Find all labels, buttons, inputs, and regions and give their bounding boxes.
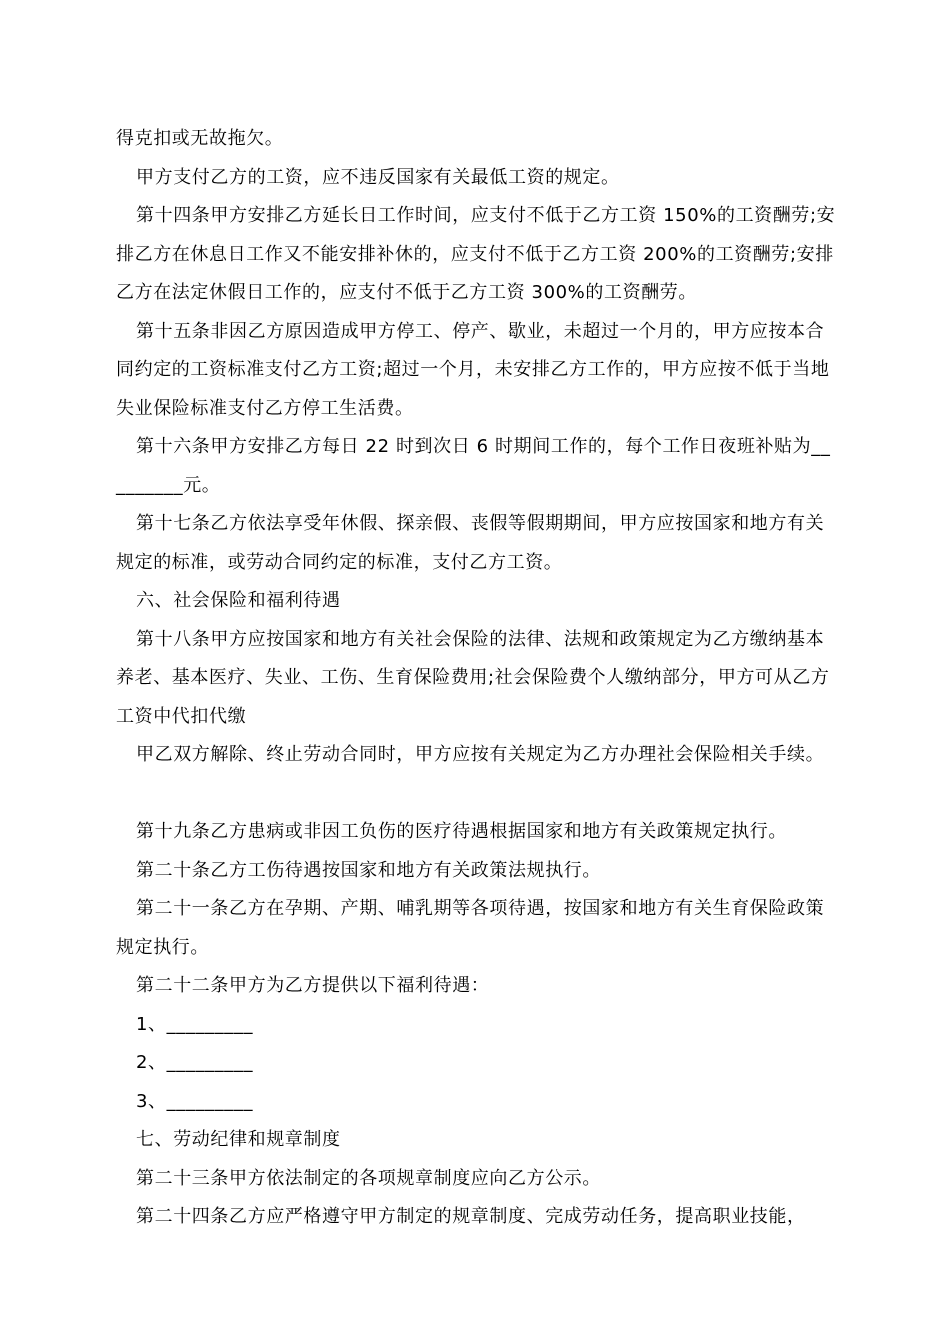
paragraph: 甲方支付乙方的工资，应不违反国家有关最低工资的规定。 — [136, 166, 620, 188]
paragraph: 第十五条非因乙方原因造成甲方停工、停产、歇业，未超过一个月的，甲方应按本合同约定的工资标准支付乙方工资;超过一个月，未安排乙方工作的，甲方应按不低于当地失业保险标准支付乙方停工生活费。 — [116, 320, 830, 419]
paragraph: 第十九条乙方患病或非因工负伤的医疗待遇根据国家和地方有关政策规定执行。 — [136, 821, 787, 842]
list-item: 3、_________ — [136, 1090, 254, 1112]
blank-line — [116, 775, 840, 814]
list-item: 2、_________ — [136, 1052, 254, 1073]
paragraph: 甲乙双方解除、终止劳动合同时，甲方应按有关规定为乙方办理社会保险相关手续。 — [136, 744, 825, 765]
paragraph: 第十七条乙方依法享受年休假、探亲假、丧假等假期期间，甲方应按国家和地方有关规定的标准，或劳动合同约定的标准，支付乙方工资。 — [116, 513, 825, 573]
paragraph: 第十八条甲方应按国家和地方有关社会保险的法律、法规和政策规定为乙方缴纳基本养老、基本医疗、失业、工伤、生育保险费用;社会保险费个人缴纳部分，甲方可从乙方工资中代扣代缴 — [116, 628, 830, 727]
paragraph: 第二十三条甲方依法制定的各项规章制度应向乙方公示。 — [136, 1167, 601, 1189]
paragraph: 第二十条乙方工伤待遇按国家和地方有关政策法规执行。 — [136, 859, 601, 881]
document-body — [116, 120, 840, 1237]
paragraph: 得克扣或无故拖欠。 — [116, 128, 284, 149]
paragraph: 第二十四条乙方应严格遵守甲方制定的规章制度、完成劳动任务，提高职业技能， — [136, 1206, 806, 1227]
paragraph: 第二十一条乙方在孕期、产期、哺乳期等各项待遇，按国家和地方有关生育保险政策规定执行。 — [116, 898, 825, 958]
list-item: 1、_________ — [136, 1013, 254, 1035]
section-heading: 六、社会保险和福利待遇 — [136, 590, 341, 611]
paragraph: 第二十二条甲方为乙方提供以下福利待遇： — [136, 975, 490, 996]
paragraph: 第十六条甲方安排乙方每日 22 时到次日 6 时期间工作的，每个工作日夜班补贴为_________元。 — [116, 436, 831, 496]
paragraph: 第十四条甲方安排乙方延长日工作时间，应支付不低于乙方工资 150%的工资酬劳;安排乙方在休息日工作又不能安排补休的，应支付不低于乙方工资 200%的工资酬劳;安排乙方在法定休假日工作的，应支付不低于乙方工资 300%的工资酬劳。 — [116, 205, 836, 303]
section-heading: 七、劳动纪律和规章制度 — [136, 1129, 341, 1150]
